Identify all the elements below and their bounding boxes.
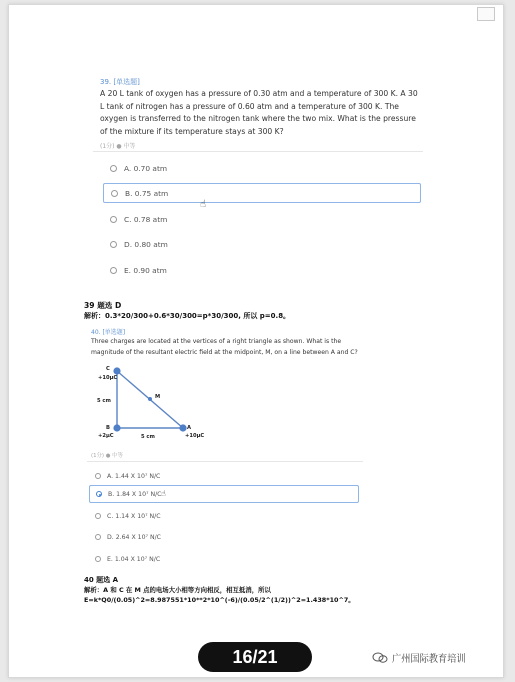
q39-option-b-label: B. 0.75 atm <box>125 188 169 198</box>
q40-option-d[interactable] <box>89 528 365 546</box>
radio-icon[interactable] <box>95 473 101 479</box>
label-c: C <box>106 366 110 372</box>
triangle-charge-diagram <box>91 365 211 450</box>
q39-option-e-label: E. 0.90 atm <box>124 265 167 275</box>
q40-option-a-label: A. 1.44 X 10⁷ N/C <box>107 472 161 480</box>
label-a: A <box>187 425 192 431</box>
q39-option-a[interactable] <box>103 158 423 178</box>
radio-icon[interactable] <box>95 556 101 562</box>
q40-option-a[interactable] <box>89 467 365 485</box>
q40-option-e-label: E. 1.04 X 10⁷ N/C <box>107 555 161 563</box>
radio-icon[interactable] <box>95 513 101 519</box>
wechat-icon <box>372 652 388 663</box>
q39-tag: 39. [单选题] <box>100 78 140 86</box>
radio-icon[interactable] <box>110 267 117 274</box>
label-b-charge: +2μC <box>98 433 114 439</box>
radio-selected-icon[interactable] <box>96 491 102 497</box>
a39-explanation: 解析：0.3*20/300+0.6*30/300=p*30/300, 所以 p=0.8。 <box>84 312 291 320</box>
charge-a <box>179 424 186 431</box>
radio-icon[interactable] <box>111 190 118 197</box>
hand-cursor-icon: ☝ <box>161 489 166 498</box>
midpoint-m <box>148 397 152 401</box>
q39-option-c[interactable] <box>103 209 423 229</box>
q40-option-d-label: D. 2.64 X 10⁷ N/C <box>107 533 162 541</box>
q39-divider <box>93 151 423 152</box>
label-m: M <box>155 394 161 400</box>
label-vertical-side: 5 cm <box>97 398 111 404</box>
q40-option-b[interactable] <box>89 485 359 503</box>
q39-option-d[interactable] <box>103 234 423 254</box>
q39-question-text: A 20 L tank of oxygen has a pressure of 0.30 atm and a temperature of 300 K. A 30 L tank of nitrogen has a pressure of 0.60 atm and a temperature of 300 K. The oxygen is transferred to the nitrogen tank where the two mix. What is the pressure of the mixture if its temperature stays at 300 K? <box>100 89 418 136</box>
label-b: B <box>106 425 110 431</box>
q39-option-a-label: A. 0.70 atm <box>124 163 168 173</box>
q40-question-text: Three charges are located at the vertices of a right triangle as shown. What is the magnitude of the resultant electric field at the midpoint, M, on a line between A and C? <box>91 338 358 356</box>
q40-score: (1分) ● 中等 <box>91 453 123 459</box>
q40-tag: 40. [单选题] <box>91 329 126 336</box>
label-a-charge: +10μC <box>185 433 205 439</box>
q39-score: (1分) ● 中等 <box>100 143 136 150</box>
q40-option-e[interactable] <box>89 550 365 568</box>
label-horizontal-side: 5 cm <box>141 434 155 440</box>
q40-option-c[interactable] <box>89 507 365 525</box>
q39-option-c-label: C. 0.78 atm <box>124 214 168 224</box>
hand-cursor-icon: ☝ <box>200 199 207 210</box>
q40-option-b-label: B. 1.84 X 10⁷ N/C <box>108 490 162 498</box>
charge-b <box>113 424 120 431</box>
document-page <box>8 4 504 678</box>
q40-option-c-label: C. 1.14 X 10⁷ N/C <box>107 512 161 520</box>
charge-c <box>113 367 120 374</box>
radio-icon[interactable] <box>110 241 117 248</box>
a40-title: 40 题选 A <box>84 576 119 584</box>
q39-option-b[interactable] <box>103 183 421 203</box>
corner-mark <box>477 7 495 21</box>
page-indicator: 16/21 <box>198 642 312 672</box>
watermark <box>372 650 472 665</box>
label-c-charge: +10μC <box>98 375 118 381</box>
q39-option-d-label: D. 0.80 atm <box>124 239 168 249</box>
a40-explanation-line1: 解析：A 和 C 在 M 点的电场大小相等方向相反，相互抵消，所以 <box>84 586 271 594</box>
watermark-text: 广州国际教育培训 <box>392 654 466 665</box>
a39-title: 39 题选 D <box>84 301 122 310</box>
radio-icon[interactable] <box>110 216 117 223</box>
radio-icon[interactable] <box>110 165 117 172</box>
a40-explanation-line2: E=k*Q0/(0.05)^2=8.987551*10**2*10^(-6)/(0.05/2^(1/2))^2=1.438*10^7。 <box>84 596 355 604</box>
radio-icon[interactable] <box>95 534 101 540</box>
q40-divider <box>87 461 363 462</box>
q39-option-e[interactable] <box>103 260 423 280</box>
